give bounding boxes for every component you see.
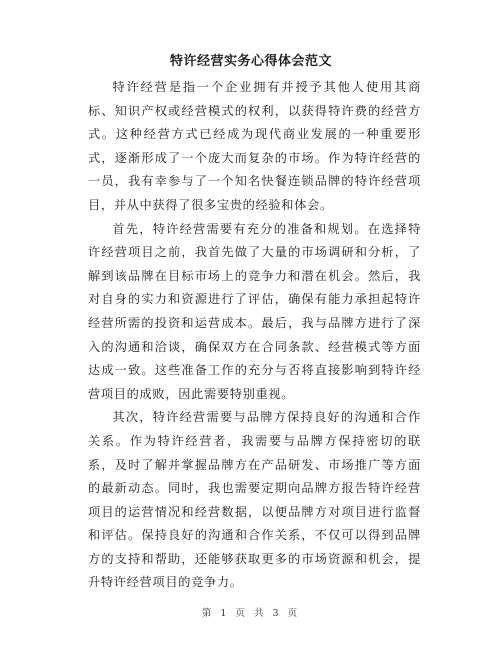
paragraph-3: 其次，特许经营需要与品牌方保持良好的沟通和合作关系。作为特许经营者，我需要与品牌方保持密切的联系，及时了解并掌握品牌方在产品研发、市场推广等方面的最新动态。同时，我也需要定期向品牌方报告特许经营项目的运营情况和经营数据，以便品牌方对项目进行监督和评估。保持良好的沟通和合作关系，不仅可以得到品牌方的支持和帮助，还能够获取更多的市场资源和机会，提升特许经营项目的竞争力。	[88, 410, 421, 590]
document-title: 特许经营实务心得体会范文	[169, 54, 332, 69]
paragraph-1: 特许经营是指一个企业拥有并授予其他人使用其商标、知识产权或经营模式的权利，以获得特许费的经营方式。这种经营方式已经成为现代商业发展的一种重要形式，逐渐形成了一个庞大而复杂的市场。作为特许经营的一员，我有幸参与了一个知名快餐连锁品牌的特许经营项目，并从中获得了很多宝贵的经验和体会。	[88, 80, 421, 212]
page-number-footer: 第 1 页 共 3 页	[201, 608, 301, 619]
document-body	[88, 76, 421, 595]
paragraph-2: 首先，特许经营需要有充分的准备和规划。在选择特许经营项目之前，我首先做了大量的市场调研和分析，了解到该品牌在目标市场上的竞争力和潜在机会。然后，我对自身的实力和资源进行了评估，确保有能力承担起特许经营所需的投资和运营成本。最后，我与品牌方进行了深入的沟通和洽谈，确保双方在合同条款、经营模式等方面达成一致。这些准备工作的充分与否将直接影响到特许经营项目的成败，因此需要特别重视。	[88, 221, 421, 401]
